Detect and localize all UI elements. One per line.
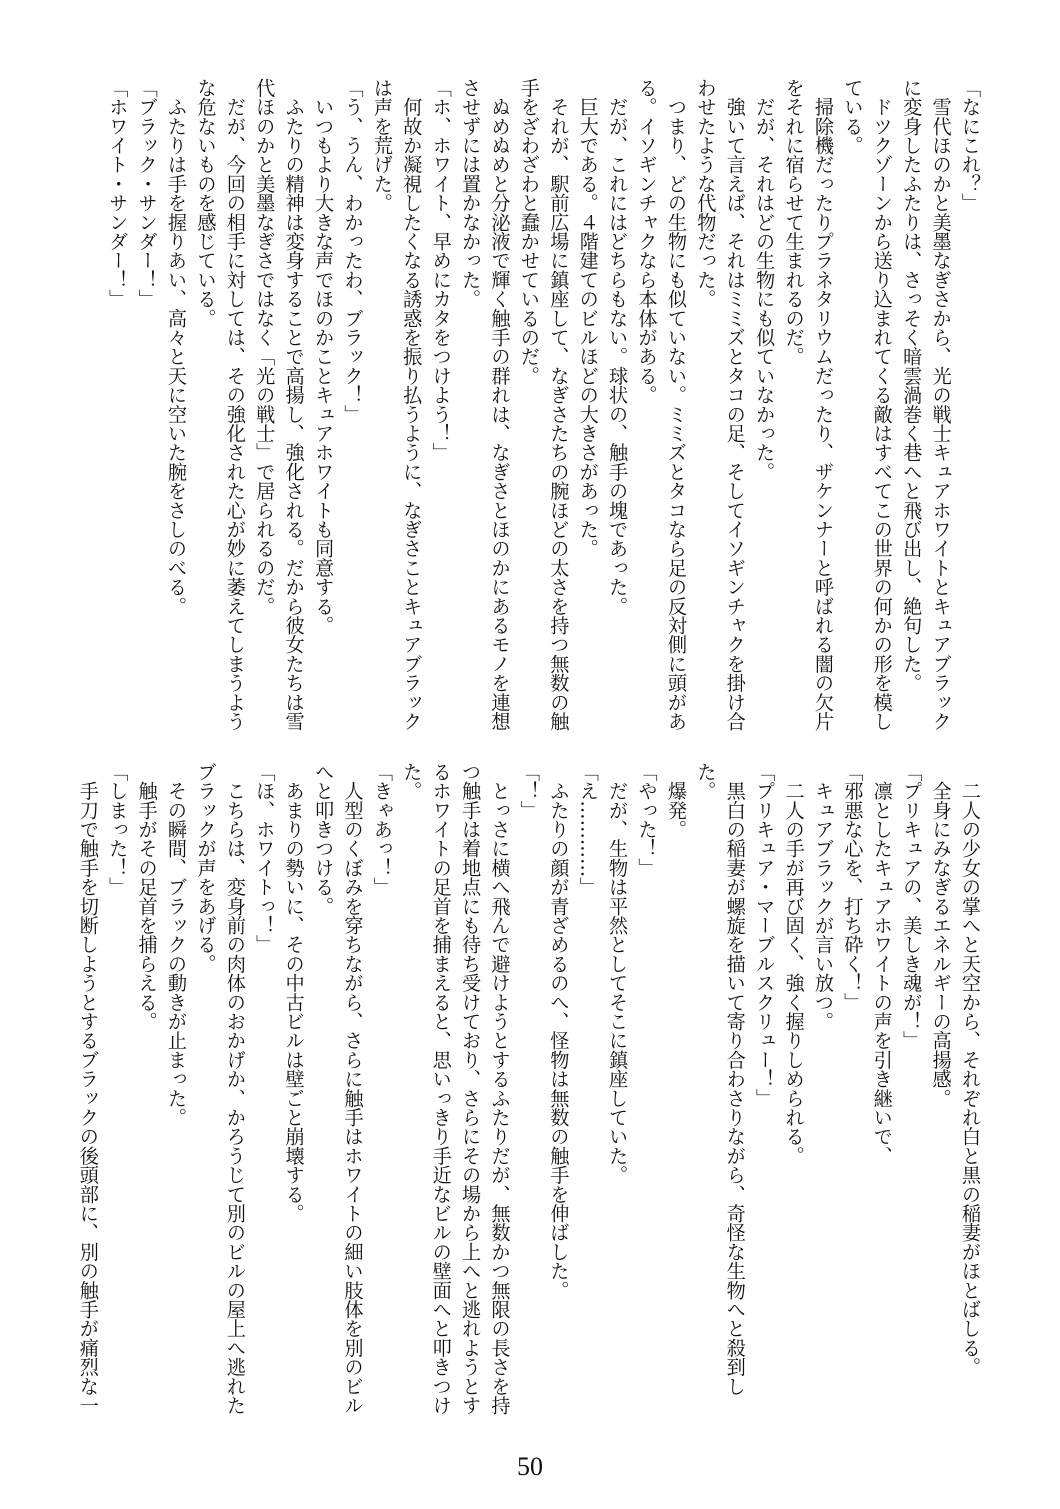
text-column: へと叩きつける。 bbox=[312, 762, 336, 916]
text-column: その瞬間、ブラックの動きが止まった。 bbox=[165, 762, 189, 1127]
text-column: キュアブラックが言い放つ。 bbox=[811, 762, 835, 1031]
text-column: それが、駅前広場に鎮座して、なぎさたちの腕ほどの太さを持つ無数の触 bbox=[547, 78, 571, 731]
text-column: 「う、うん、わかったわ、ブラック！」 bbox=[341, 78, 365, 424]
text-column: 強いて言えば、それはミミズとタコの足、そしてイソギンチャクを掛け合 bbox=[723, 78, 747, 731]
text-column: 何故か凝視したくなる誘惑を振り払うように、なぎさことキュアブラック bbox=[400, 78, 424, 731]
page-number: 50 bbox=[517, 1452, 543, 1481]
text-column: 「邪悪な心を、打ち砕く！」 bbox=[841, 762, 865, 1012]
text-column: させずには置かなかった。 bbox=[459, 78, 483, 309]
text-column: 「プリキュアの、美しき魂が！」 bbox=[900, 762, 924, 1050]
text-column: いつもより大きな声でほのかことキュアホワイトも同意する。 bbox=[312, 78, 336, 635]
text-column: だが、それはどの生物にも似ていなかった。 bbox=[753, 78, 777, 482]
text-column: をそれに宿らせて生まれるのだ。 bbox=[782, 78, 806, 366]
text-column: た。 bbox=[694, 762, 718, 801]
text-column: 「え…………」 bbox=[576, 762, 600, 897]
text-column: つ触手は着地点にも待ち受けており、さらにその場から上へと逃れようとす bbox=[459, 762, 483, 1415]
text-column: 手刀で触手を切断しようとするブラックの後頭部に、別の触手が痛烈な一 bbox=[76, 762, 100, 1415]
text-column: 代ほのかと美墨なぎさではなく「光の戦士」で居られるのだ。 bbox=[253, 78, 277, 616]
text-column: 二人の手が再び固く、強く握りしめられる。 bbox=[782, 762, 806, 1166]
text-column: 触手がその足首を捕らえる。 bbox=[135, 762, 159, 1031]
text-column: だが、これにはどちらもない。球状の、触手の塊であった。 bbox=[606, 78, 630, 616]
text-column: 「しまった！」 bbox=[106, 762, 130, 897]
text-column: とっさに横へ飛んで避けようとするふたりだが、無数かつ無限の長さを持 bbox=[488, 762, 512, 1415]
text-column: 人型のくぼみを穿ちながら、さらに触手はホワイトの細い肢体を別のビル bbox=[341, 762, 365, 1415]
text-column: 「ホワイト・サンダー！」 bbox=[106, 78, 130, 309]
text-column: 黒白の稲妻が螺旋を描いて寄り合わさりながら、奇怪な生物へと殺到し bbox=[723, 762, 747, 1396]
text-column: わせたような代物だった。 bbox=[694, 78, 718, 309]
text-column: 雪代ほのかと美墨なぎさから、光の戦士キュアホワイトとキュアブラック bbox=[929, 78, 953, 731]
text-column: 「ホ、ホワイト、早めにカタをつけよう！」 bbox=[429, 78, 453, 462]
text-column: ふたりの精神は変身することで高揚し、強化される。だから彼女たちは雪 bbox=[282, 78, 306, 731]
text-column: 爆発。 bbox=[664, 762, 688, 839]
text-column: こちらは、変身前の肉体のおかげか、かろうじて別のビルの屋上へ逃れた bbox=[223, 762, 247, 1415]
text-column: 手をざわざわと蠢かせているのだ。 bbox=[517, 78, 541, 386]
text-column: 「ほ、ホワイトっ！」 bbox=[253, 762, 277, 954]
text-column: ふたりは手を握りあい、高々と天に空いた腕をさしのべる。 bbox=[165, 78, 189, 616]
text-block-top bbox=[103, 78, 985, 738]
text-column: つまり、どの生物にも似ていない。ミミズとタコなら足の反対側に頭があ bbox=[664, 78, 688, 731]
text-column: 二人の少女の掌へと天空から、それぞれ白と黒の稲妻がほとばしる。 bbox=[959, 762, 982, 1377]
text-column: だが、生物は平然としてそこに鎮座していた。 bbox=[606, 762, 630, 1185]
text-block-bottom bbox=[73, 762, 985, 1422]
text-column: 「プリキュア・マーブルスクリュー！」 bbox=[753, 762, 777, 1108]
text-column: ドツクゾーンから送り込まれてくる敵はすべてこの世界の何かの形を模し bbox=[870, 78, 894, 731]
text-column: る。イソギンチャクなら本体がある。 bbox=[635, 78, 659, 405]
text-column: 「きゃあっ！」 bbox=[370, 762, 394, 897]
text-column: 全身にみなぎるエネルギーの高揚感。 bbox=[929, 762, 953, 1108]
text-column: ている。 bbox=[841, 78, 865, 155]
text-column: あまりの勢いに、その中古ビルは壁ごと崩壊する。 bbox=[282, 762, 306, 1223]
text-column: 「なにこれ？」 bbox=[959, 78, 982, 213]
text-column: ぬめぬめと分泌液で輝く触手の群れは、なぎさとほのかにあるモノを連想 bbox=[488, 78, 512, 731]
text-column: 凛としたキュアホワイトの声を引き継いで、 bbox=[870, 762, 894, 1166]
text-column: ブラックが声をあげる。 bbox=[194, 762, 218, 974]
text-column: 掃除機だったりプラネタリウムだったり、ザケンナーと呼ばれる闇の欠片 bbox=[811, 78, 835, 731]
text-column: 「やった！」 bbox=[635, 762, 659, 878]
text-column: に変身したふたりは、さっそく暗雲渦巻く巷へと飛び出し、絶句した。 bbox=[900, 78, 924, 693]
text-column: るホワイトの足首を捕まえると、思いっきり手近なビルの壁面へと叩きつけ bbox=[429, 762, 453, 1415]
text-column: 「ブラック・サンダー！」 bbox=[135, 78, 159, 309]
text-column: だが、今回の相手に対しては、その強化された心が妙に萎えてしまうよう bbox=[223, 78, 247, 731]
text-column: た。 bbox=[400, 762, 424, 801]
text-column: 巨大である。４階建てのビルほどの大きさがあった。 bbox=[576, 78, 600, 558]
text-column: は声を荒げた。 bbox=[370, 78, 394, 213]
text-column: な危ないものを感じている。 bbox=[194, 78, 218, 328]
text-column: 「！」 bbox=[517, 762, 541, 820]
text-column: ふたりの顔が青ざめるのへ、怪物は無数の触手を伸ばした。 bbox=[547, 762, 571, 1300]
